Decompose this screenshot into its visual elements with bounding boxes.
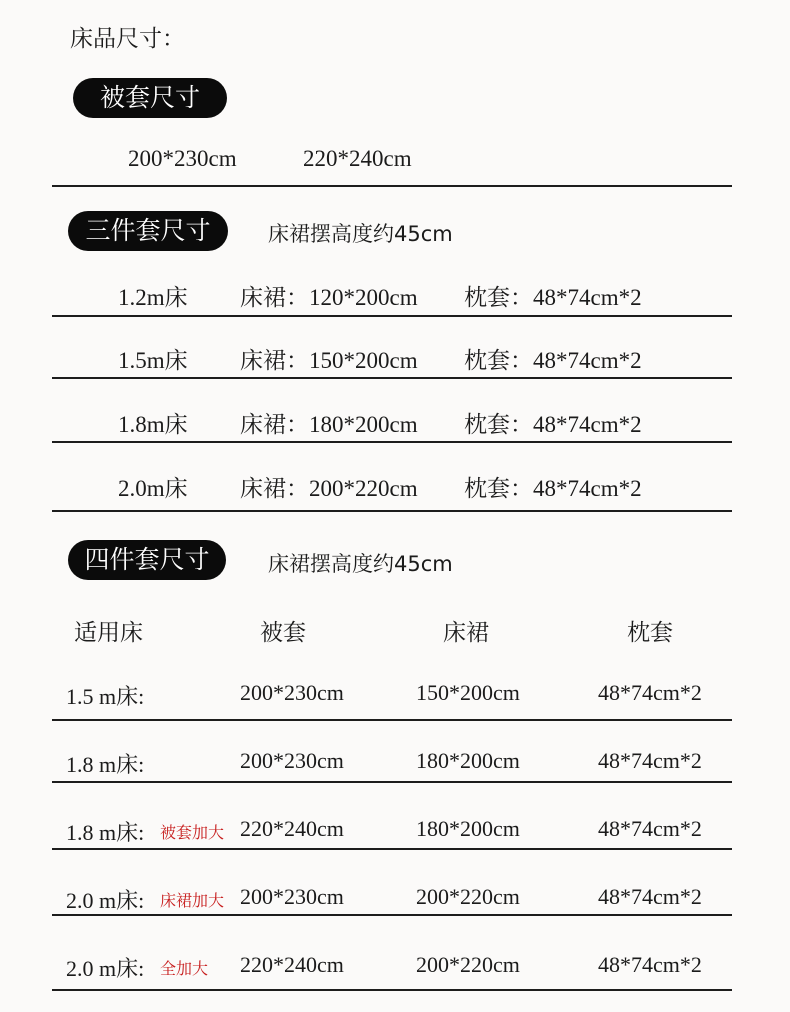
divider [52,377,732,379]
divider [52,185,732,187]
upgrade-tag: 被套加大 [160,823,225,842]
table-cell-bed: 1.8 m床: [66,752,145,777]
table-header-duvet: 被套 [260,620,306,646]
duvet-size-label: 被套尺寸 [73,78,227,118]
three-piece-note: 床裙摆高度约45cm [268,222,453,246]
three-piece-skirt: 床裙：200*220cm [240,476,418,501]
three-piece-skirt: 床裙：120*200cm [240,285,418,310]
four-piece-label: 四件套尺寸 [68,540,226,580]
divider [52,510,732,512]
table-cell-bed: 2.0 m床: [66,888,145,913]
table-cell-skirt: 200*220cm [416,952,520,977]
divider [52,914,732,916]
three-piece-bed: 2.0m床 [118,476,188,501]
three-piece-pillow: 枕套：48*74cm*2 [464,476,642,501]
table-header-bed: 适用床 [74,620,143,646]
divider [52,989,732,991]
table-header-skirt: 床裙 [443,620,489,646]
table-header-pillow: 枕套 [627,620,673,646]
divider [52,719,732,721]
table-cell-duvet: 220*240cm [240,816,344,841]
three-piece-bed: 1.2m床 [118,285,188,310]
three-piece-pillow: 枕套：48*74cm*2 [464,348,642,373]
table-cell-duvet: 220*240cm [240,952,344,977]
table-cell-duvet: 200*230cm [240,680,344,705]
three-piece-bed: 1.8m床 [118,412,188,437]
three-piece-skirt: 床裙：180*200cm [240,412,418,437]
four-piece-note: 床裙摆高度约45cm [268,552,453,576]
table-cell-skirt: 150*200cm [416,680,520,705]
upgrade-tag: 全加大 [160,959,209,978]
divider [52,781,732,783]
table-cell-pillow: 48*74cm*2 [598,884,702,909]
table-cell-bed: 1.8 m床: [66,820,145,845]
three-piece-skirt: 床裙：150*200cm [240,348,418,373]
table-cell-pillow: 48*74cm*2 [598,680,702,705]
three-piece-label: 三件套尺寸 [68,211,228,251]
duvet-size-1: 200*230cm [128,146,237,171]
table-cell-skirt: 180*200cm [416,748,520,773]
divider [52,441,732,443]
table-cell-pillow: 48*74cm*2 [598,952,702,977]
three-piece-pillow: 枕套：48*74cm*2 [464,285,642,310]
table-cell-bed: 2.0 m床: [66,956,145,981]
table-cell-bed: 1.5 m床: [66,684,145,709]
upgrade-tag: 床裙加大 [160,891,225,910]
table-cell-duvet: 200*230cm [240,748,344,773]
table-cell-skirt: 180*200cm [416,816,520,841]
divider [52,315,732,317]
three-piece-pillow: 枕套：48*74cm*2 [464,412,642,437]
page-title: 床品尺寸： [70,26,185,52]
divider [52,848,732,850]
table-cell-skirt: 200*220cm [416,884,520,909]
table-cell-pillow: 48*74cm*2 [598,748,702,773]
duvet-size-2: 220*240cm [303,146,412,171]
three-piece-bed: 1.5m床 [118,348,188,373]
table-cell-duvet: 200*230cm [240,884,344,909]
table-cell-pillow: 48*74cm*2 [598,816,702,841]
